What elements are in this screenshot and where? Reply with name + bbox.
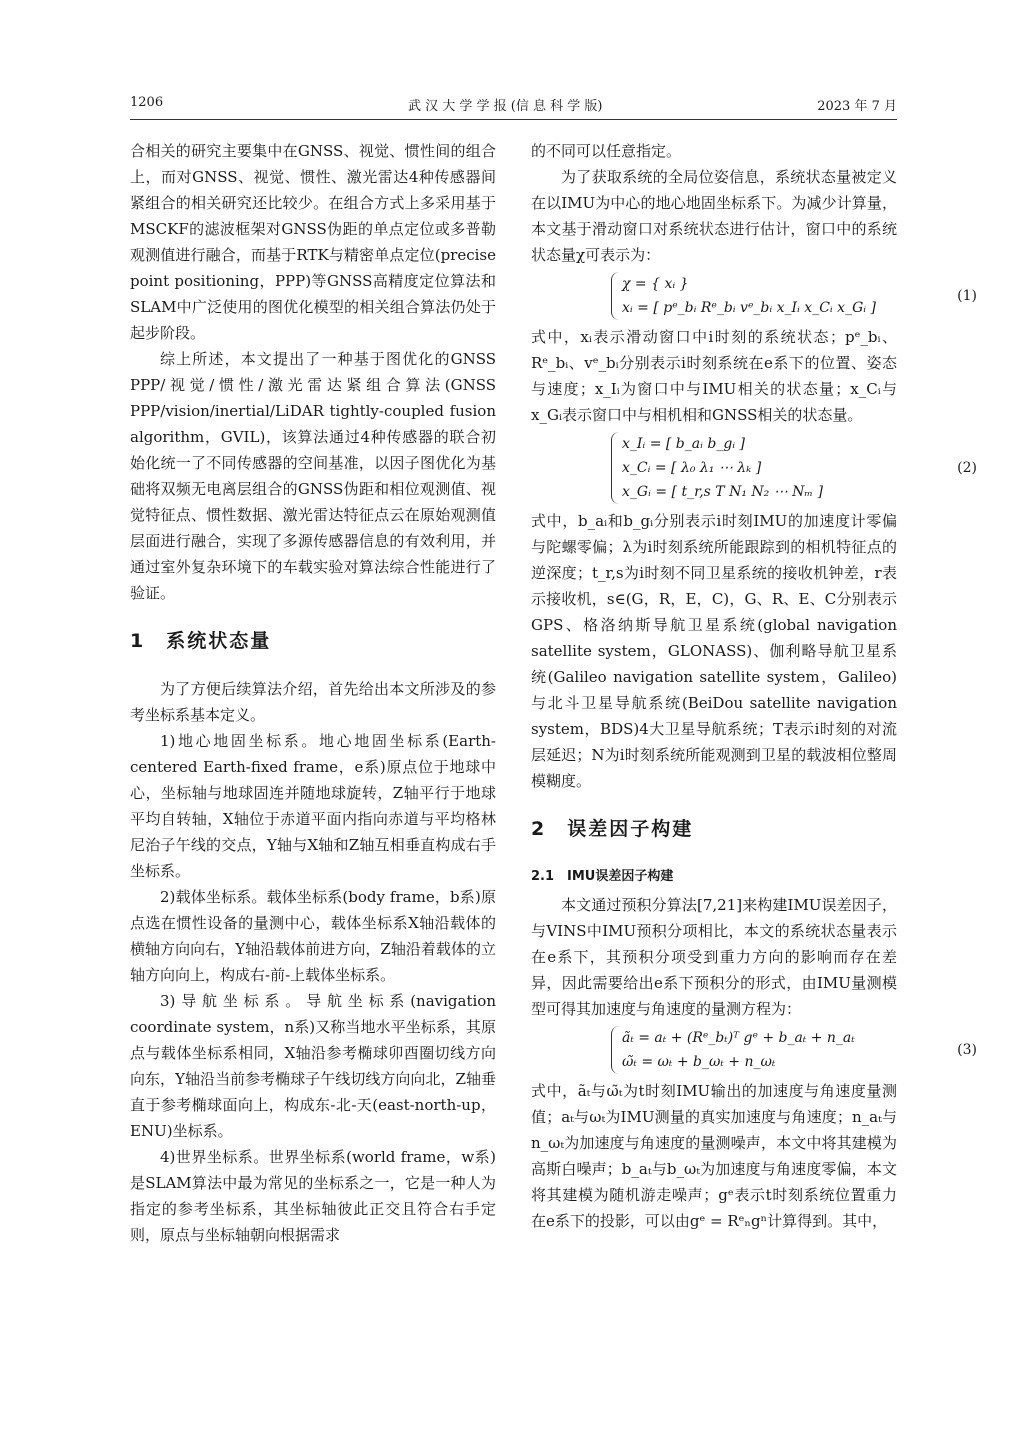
equation-2 [611, 432, 977, 504]
section-heading-2: 2 误差因子构建 [531, 818, 694, 840]
paragraph: 的不同可以任意指定。 [531, 142, 682, 160]
equation-number: (1) [957, 288, 977, 304]
journal-title: 武 汉 大 学 学 报 (信 息 科 学 版) [408, 99, 603, 114]
paragraph: 式中，ãₜ与ω̃ₜ为t时刻IMU输出的加速度与角速度量测值；aₜ与ωₜ为IMU测量的真实加速度与角速度；n_aₜ与n_ωₜ为加速度与角速度的量测噪声，本文中将其建模为高斯白噪声；b_aₜ与b_ωₜ为加速度与角速度零偏，本文将其建模为随机游走噪声；gᵉ表示t时刻系统位置重力在e系下的投影，可以由gᵉ = Rᵉₙgⁿ计算得到。其中， [531, 1082, 897, 1230]
section-heading-1: 1 系统状态量 [130, 630, 272, 652]
equation-line: x_Gᵢ = [ t_r,s T N₁ N₂ ⋯ Nₘ ] [622, 484, 823, 500]
paragraph: 4)世界坐标系。世界坐标系(world frame，w系)是SLAM算法中最为常见的坐标系之一，它是一种人为指定的参考坐标系，其坐标轴彼此正交且符合右手定则，原点与坐标轴朝向根据需求 [130, 1148, 496, 1244]
page-number: 1206 [130, 95, 164, 110]
equation-line: ãₜ = aₜ + (Rᵉ_bₜ)ᵀ gᵉ + b_aₜ + n_aₜ [622, 1030, 855, 1046]
paragraph: 综上所述，本文提出了一种基于图优化的GNSS PPP/视觉/惯性/激光雷达紧组合算法(GNSS PPP/vision/inertial/LiDAR tightly-coupled fusion algorithm，GVIL)，该算法通过4种传感器的联合初始化统一了不同传感器的空间基准，以因子图优化为基础将双频无电离层组合的GNSS伪距和相位观测值、视觉特征点、惯性数据、激光雷达特征点云在原始观测值层面进行融合，实现了多源传感器信息的有效利用，并通过室外复杂环境下的车载实验对算法综合性能进行了验证。 [130, 350, 496, 602]
paragraph: 2)载体坐标系。载体坐标系(body frame，b系)原点选在惯性设备的量测中心，载体坐标系X轴沿载体的横轴方向向右，Y轴沿载体前进方向，Z轴沿着载体的立轴方向向上，构成右-前-上载体坐标系。 [130, 888, 496, 984]
paragraph: 为了获取系统的全局位姿信息，系统状态量被定义在以IMU为中心的地心地固坐标系下。为减少计算量，本文基于滑动窗口对系统状态进行估计，窗口中的系统状态量χ可表示为： [531, 168, 897, 264]
equation-number: (2) [957, 460, 977, 476]
equation-line: x_Iᵢ = [ b_aᵢ b_gᵢ ] [622, 436, 746, 452]
left-column [130, 138, 496, 1248]
subsection-heading: 2.1 IMU误差因子构建 [531, 869, 674, 884]
paragraph: 为了方便后续算法介绍，首先给出本文所涉及的参考坐标系基本定义。 [130, 680, 496, 724]
equation-number: (3) [957, 1042, 977, 1058]
right-column [531, 138, 977, 1234]
equation-3 [611, 1026, 977, 1074]
paragraph: 式中，b_aᵢ和b_gᵢ分别表示i时刻IMU的加速度计零偏与陀螺零偏；λ为i时刻系统所能跟踪到的相机特征点的逆深度；t_r,s为i时刻不同卫星系统的接收机钟差，r表示接收机，s∈(G，R，E，C)，G、R、E、C分别表示GPS、格洛纳斯导航卫星系统(global navigation satellite system，GLONASS)、伽利略导航卫星系统(Galileo navigation satellite system，Galileo)与北斗卫星导航系统(BeiDou satellite navigation system，BDS)4大卫星导航系统；T表示i时刻的对流层延迟；N为i时刻系统所能观测到卫星的载波相位整周模糊度。 [531, 512, 897, 790]
paragraph: 本文通过预积分算法[7,21]来构建IMU误差因子，与VINS中IMU预积分项相比，本文的系统状态量表示在e系下，其预积分项受到重力方向的影响而存在差异，因此需要给出e系下预积分的形式，由IMU量测模型可得其加速度与角速度的量测方程为： [531, 896, 897, 1018]
equation-line: ω̃ₜ = ωₜ + b_ωₜ + n_ωₜ [622, 1054, 776, 1070]
paragraph: 3)导航坐标系。导航坐标系(navigation coordinate system，n系)又称当地水平坐标系，其原点与载体坐标系相同，X轴沿参考椭球卯酉圈切线方向向东，Y轴沿当前参考椭球子午线切线方向向北，Z轴垂直于参考椭球面向上，构成东-北-天(east-north-up，ENU)坐标系。 [130, 992, 496, 1140]
equation-line: x_Cᵢ = [ λ₀ λ₁ ⋯ λₖ ] [622, 460, 762, 476]
paragraph: 合相关的研究主要集中在GNSS、视觉、惯性间的组合上，而对GNSS、视觉、惯性、激光雷达4种传感器间紧组合的相关研究还比较少。在组合方式上多采用基于MSCKF的滤波框架对GNSS伪距的单点定位或多普勒观测值进行融合，而基于RTK与精密单点定位(precise point positioning，PPP)等GNSS高精度定位算法和SLAM中广泛使用的图优化模型的相关组合算法仍处于起步阶段。 [130, 142, 496, 342]
running-header [130, 95, 897, 120]
paragraph: 1)地心地固坐标系。地心地固坐标系(Earth-centered Earth-fixed frame，e系)原点位于地球中心，坐标轴与地球固连并随地球旋转，Z轴平行于地球平均自转轴，X轴位于赤道平面内指向赤道与平均格林尼治子午线的交点，Y轴与X轴和Z轴互相垂直构成右手坐标系。 [130, 732, 496, 880]
equation-1 [611, 272, 977, 320]
equation-line: xᵢ = [ pᵉ_bᵢ Rᵉ_bᵢ vᵉ_bᵢ x_Iᵢ x_Cᵢ x_Gᵢ ] [622, 300, 876, 316]
equation-line: χ = { xᵢ } [622, 276, 689, 292]
issue-date: 2023 年 7 月 [817, 99, 897, 114]
paragraph: 式中，xᵢ表示滑动窗口中i时刻的系统状态；pᵉ_bᵢ、Rᵉ_bᵢ、vᵉ_bᵢ分别表示i时刻系统在e系下的位置、姿态与速度；x_Iᵢ为窗口中与IMU相关的状态量；x_Cᵢ与x_Gᵢ表示窗口中与相机相和GNSS相关的状态量。 [531, 328, 897, 424]
